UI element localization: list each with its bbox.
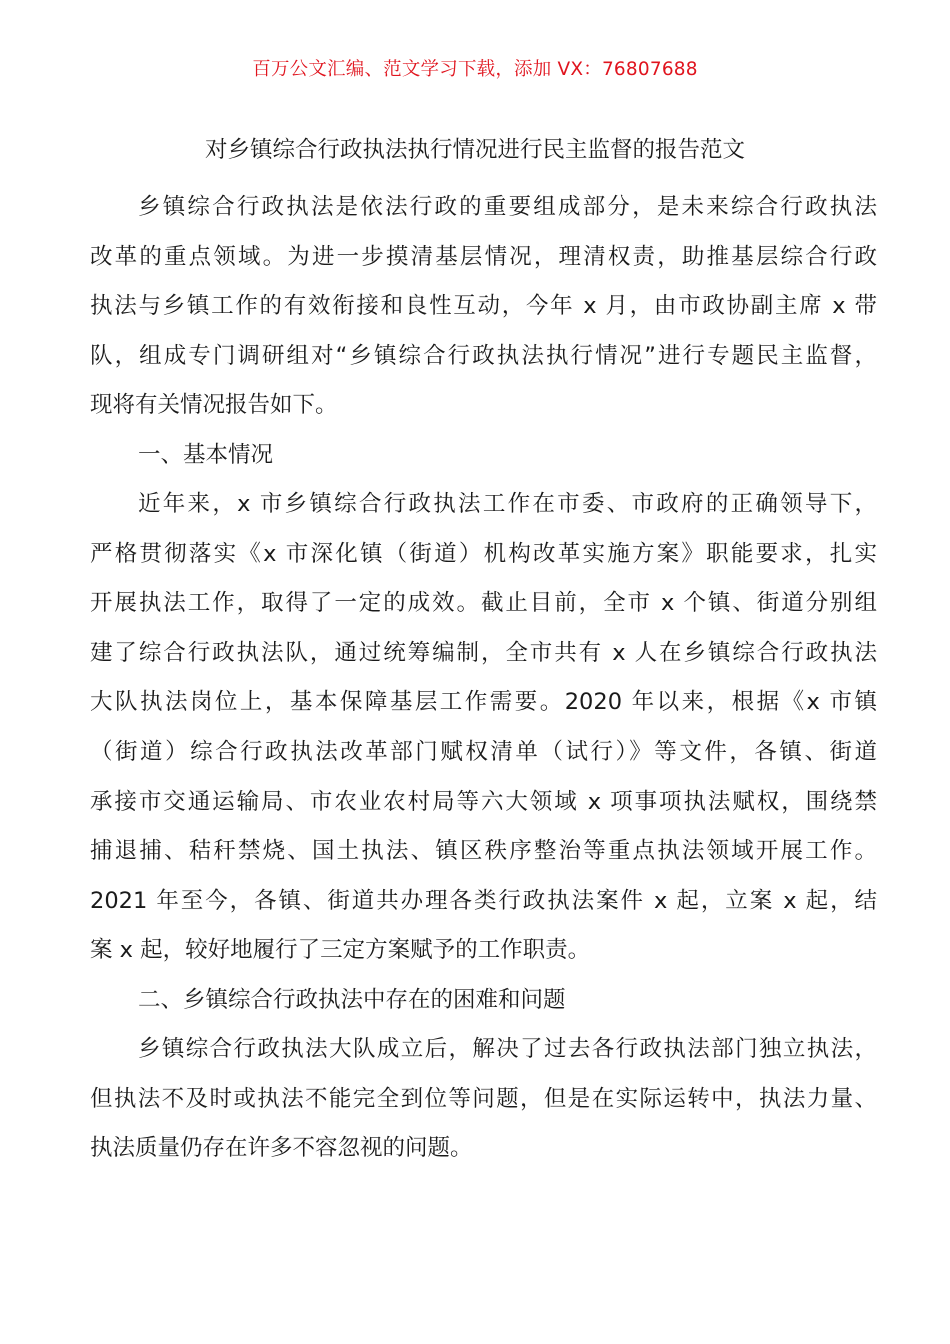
paragraph-line: 2021 年至今，各镇、街道共办理各类行政执法案件 x 起，立案 x 起，结 — [90, 887, 877, 914]
paragraph-line: 队，组成专门调研组对“乡镇综合行政执法执行情况”进行专题民主监督， — [90, 342, 877, 369]
section-heading-basic-situation: 一、基本情况 — [138, 441, 274, 468]
paragraph-line: 开展执法工作，取得了一定的成效。截止目前，全市 x 个镇、街道分别组 — [90, 590, 877, 617]
paragraph-line: 乡镇综合行政执法是依法行政的重要组成部分，是未来综合行政执法 — [138, 194, 877, 220]
paragraph-line: 但执法不及时或执法不能完全到位等问题，但是在实际运转中，执法力量、 — [90, 1085, 877, 1112]
document-title: 对乡镇综合行政执法执行情况进行民主监督的报告范文 — [204, 137, 745, 163]
paragraph-line: 建了综合行政执法队，通过统筹编制，全市共有 x 人在乡镇综合行政执法 — [90, 639, 877, 666]
paragraph-line: 近年来，x 市乡镇综合行政执法工作在市委、市政府的正确领导下， — [138, 491, 877, 518]
paragraph-line: 改革的重点领域。为进一步摸清基层情况，理清权责，助推基层综合行政 — [90, 243, 877, 270]
document-body — [90, 183, 877, 1174]
paragraph-line: 执法与乡镇工作的有效衔接和良性互动，今年 x 月，由市政协副主席 x 带 — [90, 293, 877, 320]
watermark-banner: 百万公文汇编、范文学习下载，添加 VX：76807688 — [252, 59, 698, 80]
paragraph-line: 严格贯彻落实《x 市深化镇（街道）机构改革实施方案》职能要求，扎实 — [90, 540, 877, 567]
paragraph-line: 承接市交通运输局、市农业农村局等六大领域 x 项事项执法赋权，围绕禁 — [90, 788, 877, 815]
paragraph-line: 乡镇综合行政执法大队成立后，解决了过去各行政执法部门独立执法， — [138, 1036, 877, 1063]
paragraph-line: （街道）综合行政执法改革部门赋权清单（试行）》等文件，各镇、街道 — [90, 739, 877, 766]
paragraph-line: 现将有关情况报告如下。 — [90, 392, 338, 419]
paragraph-line: 大队执法岗位上，基本保障基层工作需要。2020 年以来，根据《x 市镇 — [90, 689, 877, 716]
section-heading-difficulties: 二、乡镇综合行政执法中存在的困难和问题 — [138, 986, 566, 1013]
paragraph-line: 捕退捕、秸秆禁烧、国土执法、镇区秩序整治等重点执法领域开展工作。 — [90, 838, 877, 865]
paragraph-line: 执法质量仍存在许多不容忽视的问题。 — [90, 1135, 473, 1162]
paragraph-line: 案 x 起，较好地履行了三定方案赋予的工作职责。 — [90, 937, 591, 964]
